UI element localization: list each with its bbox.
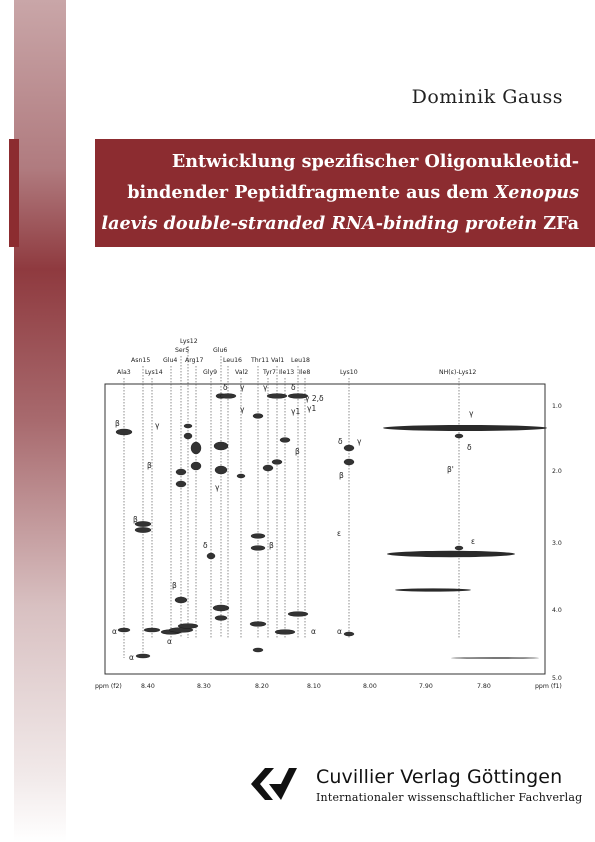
- title-band: [95, 139, 595, 247]
- anno-delta-5: δ: [467, 443, 472, 452]
- anno-beta-2: β: [133, 515, 138, 524]
- decorative-stripe: [14, 0, 66, 842]
- label-nh-lys12: NH(ε)-Lys12: [439, 369, 477, 376]
- author-name: Dominik Gauss: [411, 86, 563, 108]
- label-glu4: Glu4: [163, 357, 178, 364]
- title-line-2-italic: Xenopus: [494, 182, 579, 203]
- anno-gamma-4: γ: [215, 483, 220, 492]
- anno-alpha-4: α: [311, 627, 316, 636]
- x-tick-830: 8.30: [197, 683, 211, 690]
- anno-epsilon: ε: [337, 529, 342, 538]
- anno-gamma2-delta: γ 2,δ: [305, 394, 324, 403]
- label-lys14: Lys14: [145, 369, 163, 376]
- label-gly9: Gly9: [203, 369, 218, 376]
- title-band-tab: [9, 139, 19, 247]
- anno-beta: β: [115, 419, 120, 428]
- label-ile13: Ile13: [279, 369, 295, 376]
- label-ser5: Ser5: [175, 347, 190, 354]
- x-tick-790: 7.90: [419, 683, 433, 690]
- label-lys10: Lys10: [340, 369, 358, 376]
- anno-alpha: α: [112, 627, 117, 636]
- x-tick-800: 8.00: [363, 683, 377, 690]
- book-title: [101, 146, 579, 239]
- anno-delta-3: δ: [291, 383, 296, 392]
- y-tick-3: 3.0: [552, 540, 562, 547]
- anno-beta-3: β: [147, 461, 152, 470]
- x-tick-840: 8.40: [141, 683, 155, 690]
- anno-alpha-2: α: [129, 653, 134, 662]
- label-tyr7: Tyr7: [263, 369, 276, 376]
- y-tick-4: 4.0: [552, 607, 562, 614]
- nmr-spectrum-figure: [95, 338, 573, 700]
- anno-beta-prime: β': [447, 465, 454, 474]
- anno-gamma-6: γ: [357, 437, 362, 446]
- anno-gamma-7: γ: [469, 409, 474, 418]
- title-line-3-italic: laevis double-stranded RNA-binding protein: [101, 213, 538, 234]
- title-line-2: [101, 177, 579, 208]
- label-leu16: Leu16: [223, 357, 242, 364]
- anno-delta-4: δ: [338, 437, 343, 446]
- publisher-block: [316, 766, 582, 804]
- label-thr11: Thr11: [251, 357, 270, 364]
- anno-beta-6: β: [269, 541, 274, 550]
- anno-epsilon-2: ε: [471, 537, 476, 546]
- title-line-3-text: ZFa: [537, 213, 579, 234]
- x-tick-780: 7.80: [477, 683, 491, 690]
- label-glu6: Glu6: [213, 347, 228, 354]
- x-axis-label: ppm (f2): [95, 683, 122, 690]
- label-val2: Val2: [235, 369, 249, 376]
- anno-gamma-2: γ: [240, 383, 245, 392]
- cuvillier-logo-icon: [243, 762, 303, 806]
- title-line-3: [101, 208, 579, 239]
- y-axis-label: ppm (f1): [535, 683, 562, 690]
- label-ala3: Ala3: [117, 369, 131, 376]
- y-tick-2: 2.0: [552, 468, 562, 475]
- label-asn15: Asn15: [131, 357, 151, 364]
- anno-beta-5: β: [295, 447, 300, 456]
- anno-gamma1: γ1: [291, 407, 301, 416]
- publisher-tagline: Internationaler wissenschaftlicher Fachverlag: [316, 791, 583, 804]
- anno-beta-4: β: [172, 581, 177, 590]
- anno-alpha-5: α: [337, 627, 342, 636]
- label-ile8: Ile8: [299, 369, 311, 376]
- label-arg17: Arg17: [185, 357, 204, 364]
- anno-delta-2: δ: [223, 383, 228, 392]
- y-tick-5: 5.0: [552, 675, 562, 682]
- publisher-name: Cuvillier Verlag Göttingen: [316, 766, 563, 788]
- anno-gamma-3: γ: [240, 405, 245, 414]
- x-tick-820: 8.20: [255, 683, 269, 690]
- title-line-1: Entwicklung spezifischer Oligonukleotid-: [171, 151, 579, 172]
- anno-alpha-3: α: [167, 637, 172, 646]
- label-leu18: Leu18: [291, 357, 310, 364]
- y-tick-1: 1.0: [552, 403, 562, 410]
- anno-delta: δ: [203, 541, 208, 550]
- anno-gamma-5: γ: [263, 383, 268, 392]
- anno-gamma: γ: [155, 421, 160, 430]
- title-line-2-text: bindender Peptidfragmente aus dem: [127, 182, 495, 203]
- anno-beta-7: β: [339, 471, 344, 480]
- label-val1: Val1: [271, 357, 285, 364]
- x-tick-810: 8.10: [307, 683, 321, 690]
- label-lys12: Lys12: [180, 338, 198, 345]
- anno-gamma1-b: γ1: [307, 404, 317, 413]
